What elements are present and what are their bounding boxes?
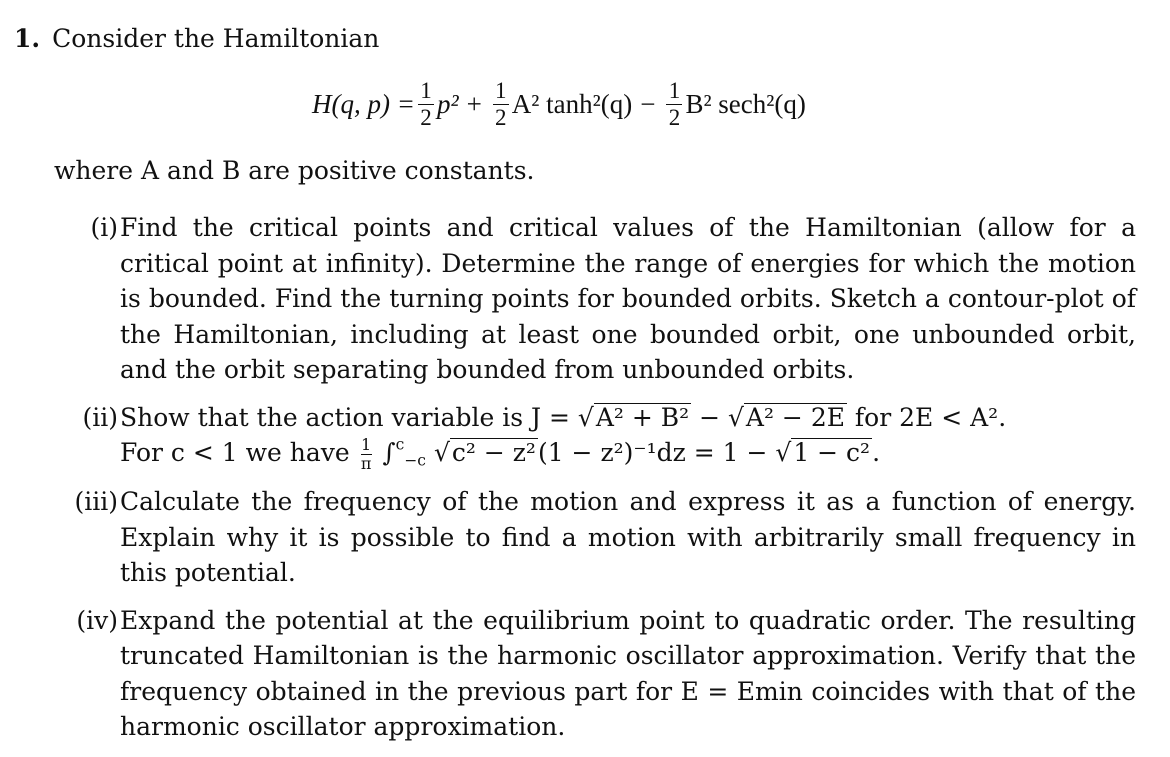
sech-term: B² sech²(q) [685,88,806,119]
sqrt-expr: 1 − c² [793,438,871,467]
part-label: (i) [90,213,118,242]
fraction-half-1 [418,79,434,130]
sqrt-expr: A² + B² [595,402,690,432]
part-iii [54,484,1136,591]
action-line: Show that the action variable is J = √A² + B² − √A² − 2E for 2E < A². [120,402,1007,432]
frac-num: 1 [495,77,507,103]
fraction-one-over-pi [361,437,372,472]
integral-sign: ∫ [374,438,396,467]
part-ii [54,400,1136,473]
text-run: . [872,438,881,467]
constants-note: where A and B are positive constants. [54,156,535,185]
integral-line: For c < 1 we have $\frac{1}{\pi}$ ∫$^c_{-c}$ √c² − z²(1 − z²)⁻¹dz = 1 − √1 − c². [120,435,881,473]
plus-sign: + [466,88,482,119]
text-run: Show that the action variable is J = [120,402,578,432]
tanh-term: A² tanh²(q) [511,88,633,119]
frac-den: 2 [668,104,681,130]
part-i [54,210,1136,388]
part-iv [54,603,1136,745]
frac-den: 2 [495,104,507,130]
text-run: for 2E < A². [846,402,1007,432]
frac-num: 1 [420,77,432,103]
problem-heading [14,22,379,56]
fraction-half-3 [666,79,682,130]
frac-num: 1 [668,77,681,103]
minus-sign: − [640,88,656,119]
integral-upper: c [395,435,405,454]
sqrt-expr: c² − z² [451,438,536,467]
part-label: (iv) [76,605,118,635]
part-text: Find the critical points and critical values of the Hamiltonian (allow for a critical point at infinity). Determine the range of energies for which the motion is bounded. Find the turning points for bounded orbits. Sketch a contour-plot of the Hamiltonian, including at least one bounded orbit, one unbounded orbit, and the orbit separating bounded from unbounded orbits. [120,213,1136,384]
text-run: (1 − z²)⁻¹dz = 1 − [537,438,776,467]
frac-den: π [360,454,372,473]
text-run: − [691,402,728,432]
part-label: (ii) [82,402,118,432]
part-text: Expand the potential at the equilibrium point to quadratic order. The resulting truncated Hamiltonian is the harmonic oscillator approximation. Verify that the frequency obtained in the previous part for E = Emin coincides with that of the harmonic oscillator approximation. [120,605,1136,741]
fraction-half-2 [493,79,509,130]
hamiltonian-equation [312,68,806,140]
kinetic-term: p² [436,88,459,119]
part-label: (iii) [74,487,118,516]
part-text [118,400,1136,473]
frac-den: 2 [420,104,432,130]
equation-lhs: H(q, p) = [312,88,415,119]
part-text: Calculate the frequency of the motion and express it as a function of energy. Explain why it is possible to find a motion with arbitrarily small frequency in this potential. [120,487,1136,587]
problem-number: 1. [14,24,41,53]
text-run: For c < 1 we have [120,438,358,467]
problem-parts [54,210,1136,757]
frac-num: 1 [361,435,372,454]
integral-lower: −c [404,451,426,470]
text-run [426,438,434,467]
sqrt-expr: A² − 2E [745,402,845,432]
problem-intro: Consider the Hamiltonian [52,24,380,53]
